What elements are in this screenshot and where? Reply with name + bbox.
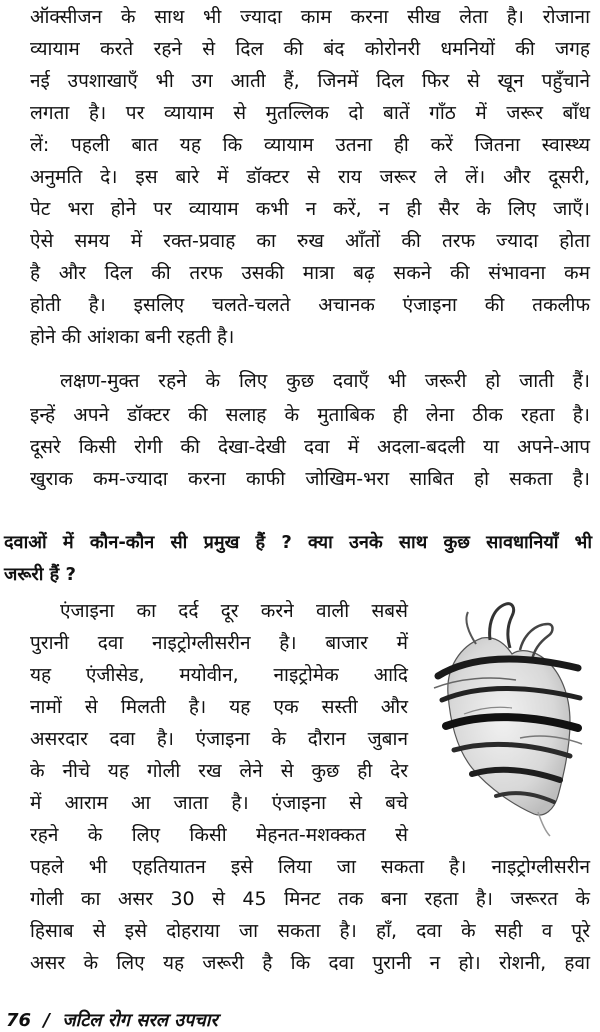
page-number: 76 [6,1010,32,1031]
heart-illustration [420,598,590,840]
text-line: दूसरे किसी रोगी की देखा-देखी दवा में अदला-बदली या अपने-आप [30,436,590,458]
text-line: यह एंजीसेड, मयोवीन, नाइट्रोमेक आदि [30,664,408,686]
text-line: के नीचे यह गोली रख लेने से कुछ ही देर [30,760,408,782]
footer-separator: / [43,1010,50,1031]
text-line: ऐसे समय में रक्त-प्रवाह का रुख आँतों की तरफ ज्यादा होता [30,230,590,252]
text-line: व्यायाम करते रहने से दिल की बंद कोरोनरी धमनियों की जगह [30,38,590,60]
heading-line: जरूरी हैं ? [4,564,76,585]
text-line: इन्हें अपने डॉक्टर की सलाह के मुताबिक ही लेना ठीक रहता है। [30,404,590,426]
text-line: अनुमति दे। इस बारे में डॉक्टर से राय जरूर ले लें। और दूसरी, [30,166,590,188]
text-line: नामों से मिलती है। यह एक सस्ती और [30,696,408,718]
text-line: एंजाइना का दर्द दूर करने वाली सबसे [60,600,408,622]
text-line: लें: पहली बात यह कि व्यायाम उतना ही करें जितना स्वास्थ्य [30,134,590,156]
text-line: खुराक कम-ज्यादा करना काफी जोखिम-भरा साबित हो सकता है। [30,468,590,490]
text-line: है और दिल की तरफ उसकी मात्रा बढ़ सकने की संभावना कम [30,262,590,284]
text-line: लगता है। पर व्यायाम से मुतल्लिक दो बातें गाँठ में जरूर बाँध [30,102,590,124]
text-line: गोली का असर 30 से 45 मिनट तक बना रहता है। जरूरत के [30,888,590,910]
text-line: हिसाब से इसे दोहराया जा सकता है। हाँ, दवा के सही व पूरे [30,920,590,942]
text-line: नई उपशाखाएँ भी उग आती हैं, जिनमें दिल फिर से खून पहुँचाने [30,70,590,92]
text-line: लक्षण-मुक्त रहने के लिए कुछ दवाएँ भी जरूरी हो जाती हैं। [60,370,590,392]
text-line: असर के लिए यह जरूरी है कि दवा पुरानी न हो। रोशनी, हवा [30,952,590,974]
text-line: असरदार दवा है। एंजाइना के दौरान जुबान [30,728,408,750]
page-footer [6,1008,218,1032]
text-line: रहने के लिए किसी मेहनत-मशक्कत से [30,824,408,846]
text-line: होती है। इसलिए चलते-चलते अचानक एंजाइना की तकलीफ [30,294,590,316]
book-title: जटिल रोग सरल उपचार [62,1010,218,1031]
text-line: में आराम आ जाता है। एंजाइना से बचे [30,792,408,814]
heading-line: दवाओं में कौन-कौन सी प्रमुख हैं ? क्या उनके साथ कुछ सावधानियाँ भी [4,532,592,553]
text-line: पहले भी एहतियातन इसे लिया जा सकता है। नाइट्रोग्लीसरीन [30,856,590,878]
text-line: पेट भरा होने पर व्यायाम कभी न करें, न ही सैर के लिए जाएँ। [30,198,590,220]
text-line: पुरानी दवा नाइट्रोग्लीसरीन है। बाजार में [30,632,408,654]
text-line: ऑक्सीजन के साथ भी ज्यादा काम करना सीख लेता है। रोजाना [30,6,590,28]
text-line: होने की आंशका बनी रहती है। [30,326,235,348]
